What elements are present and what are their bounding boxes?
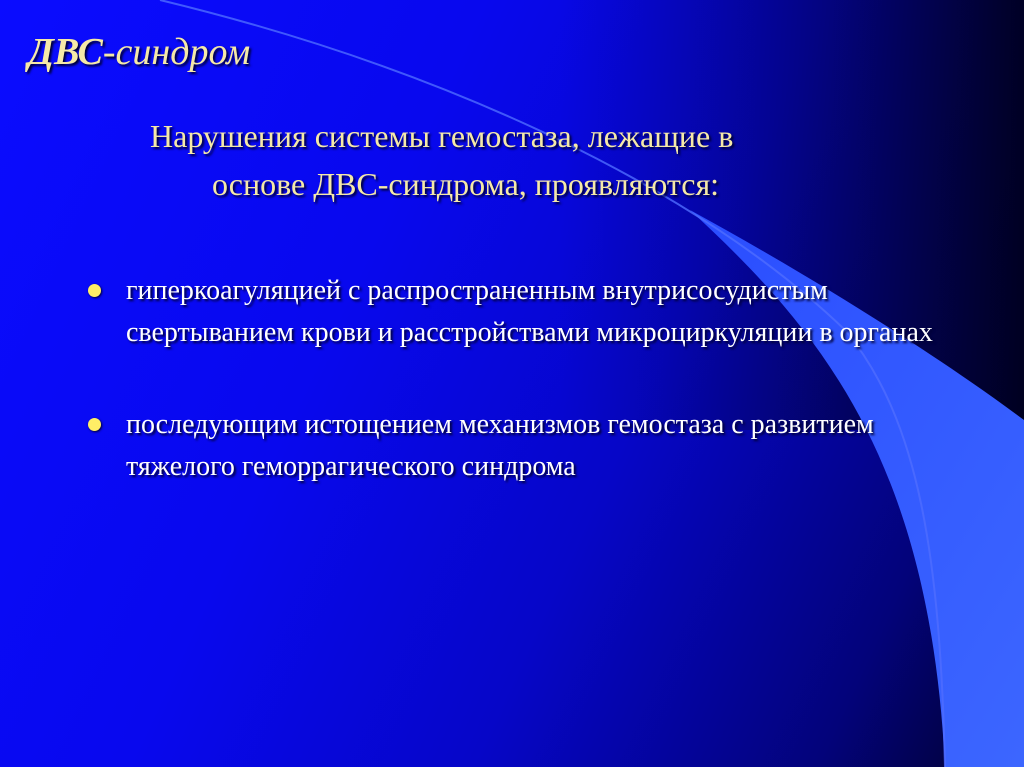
bullet-dot-icon [88, 418, 101, 431]
bullet-text: гиперкоагуляцией с распространенным внутрисосудистым свертыванием крови и расстройствами микроциркуляции в органах [126, 275, 933, 348]
slide-title-rest: -синдром [102, 31, 251, 73]
bullet-dot-icon [88, 284, 101, 297]
bullet-list [88, 270, 948, 488]
bullet-item [88, 270, 948, 354]
bullet-text: последующим истощением механизмов гемостаза с развитием тяжелого геморрагического синдрома [126, 409, 874, 482]
slide-title-abbrev: ДВС [28, 31, 103, 73]
slide-title [28, 30, 250, 74]
bullet-item [88, 404, 948, 488]
intro-line-1: Нарушения системы гемостаза, лежащие в [150, 118, 734, 154]
intro-line-2: основе ДВС-синдрома, проявляются: [212, 166, 720, 202]
intro-paragraph [150, 112, 910, 208]
